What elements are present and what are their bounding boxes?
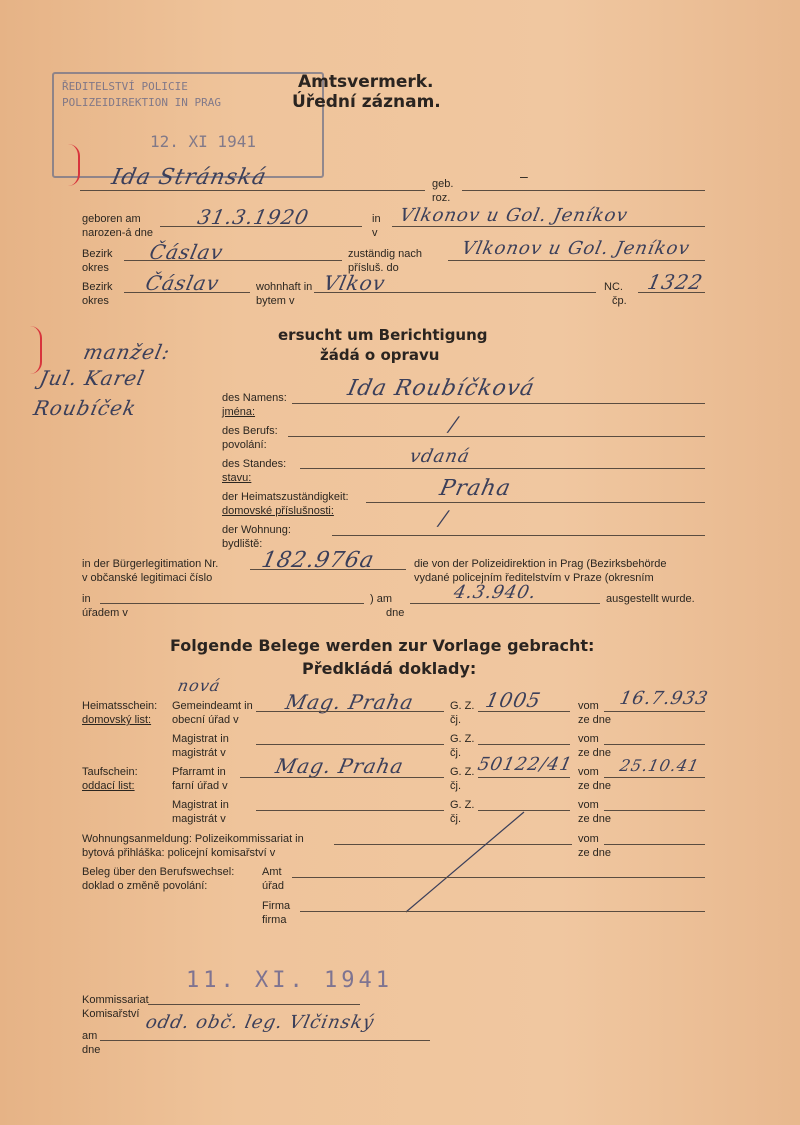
firma-label-de: Firma [262, 900, 291, 912]
cj-label-2: čj. [450, 747, 461, 759]
field-name-value: Ida Roubíčková [345, 376, 538, 401]
komisarstvi-label-cz: Komisařství [82, 1008, 140, 1020]
zustandig-line [448, 260, 705, 261]
heimat-row1-label-cz: obecní úřad v [172, 714, 239, 726]
title-czech: Úřední záznam. [292, 92, 441, 112]
red-bracket-mark-2 [14, 326, 42, 374]
heimat-row2-label-cz: magistrát v [172, 747, 226, 759]
bezirk2-label-de: Bezirk [82, 281, 113, 293]
field-heimat-label-de: der Heimatszuständigkeit: [222, 491, 349, 503]
wohnhaft-value: Vlkov [321, 271, 388, 295]
beruf-label-cz: doklad o změně povolání: [82, 880, 208, 892]
zedne-label-5: ze dne [578, 847, 612, 859]
stamp-line-1: ŘEDITELSTVÍ POLICIE [62, 80, 188, 93]
heimat-vom-line [604, 711, 705, 712]
amt-line [292, 877, 705, 878]
legit-label-de: in der Bürgerlegitimation Nr. [82, 558, 219, 570]
side-note-line-1: manžel: [81, 340, 173, 364]
nc-value: 1322 [645, 270, 706, 294]
heimat-gz-line [478, 711, 570, 712]
bezirk2-value: Čáslav [143, 271, 222, 295]
footer-am-label: am [82, 1030, 98, 1042]
zedne-label-1: ze dne [578, 714, 612, 726]
stamp-line-2: POLIZEIDIREKTION IN PRAG [62, 96, 221, 109]
heimat-row2-label-de: Magistrat in [172, 733, 229, 745]
request-title-cz: žádá o opravu [320, 346, 440, 364]
firma-label-cz: firma [262, 914, 287, 926]
field-wohnung-line [332, 535, 705, 536]
nc-label: NC. [604, 281, 623, 293]
zedne-label-3: ze dne [578, 780, 612, 792]
tauf-gz-line [478, 777, 570, 778]
birth-place-line [392, 226, 705, 227]
born-label-cz: narozen-á dne [82, 227, 153, 239]
heimat-place-line [256, 711, 444, 712]
tauf-label-cz: oddací list: [82, 780, 135, 792]
zustandig-value: Vlkonov u Gol. Jeníkov [459, 238, 692, 259]
nc-line [638, 292, 705, 293]
legit-date-value: 4.3.940. [451, 582, 539, 603]
vom-label-4: vom [578, 799, 599, 811]
bytem-label: bytem v [256, 295, 295, 307]
field-stand-label-cz: stavu: [222, 472, 252, 484]
field-stand-value: vdaná [407, 446, 472, 467]
cj-label-3: čj. [450, 780, 461, 792]
heimat-place-value: Mag. Praha [283, 690, 417, 714]
tauf-vom-line [604, 777, 705, 778]
kommissariat-line [148, 1004, 360, 1005]
birth-place-value: Vlkonov u Gol. Jeníkov [397, 205, 630, 226]
gz-label-1: G. Z. [450, 700, 475, 712]
bezirk-line [124, 260, 342, 261]
beruf-label-de: Beleg über den Berufswechsel: [82, 866, 235, 878]
zustandig-label: zuständig nach [348, 248, 422, 260]
born-label-de: geboren am [82, 213, 141, 225]
tauf-row2-label-de: Magistrat in [172, 799, 229, 811]
heimat-note-value: nová [175, 676, 223, 695]
legit-issuer-cz: vydané policejním ředitelstvím v Praze (okresním [414, 572, 654, 584]
field-beruf-label-de: des Berufs: [222, 425, 278, 437]
heimat-label-de: Heimatsschein: [82, 700, 158, 712]
legit-number-value: 182.976a [259, 548, 377, 573]
gz-label-4: G. Z. [450, 799, 475, 811]
field-wohnung-label-cz: bydliště: [222, 538, 263, 550]
signature: odd. obč. leg. Vlčinský [143, 1012, 377, 1033]
legit-in-label: in [82, 593, 91, 605]
date-stamp: 11. XI. 1941 [186, 968, 393, 993]
heimat-row2-place-line [256, 744, 444, 745]
kommissariat-label-de: Kommissariat [82, 994, 149, 1006]
legit-uradem-label: úřadem v [82, 607, 128, 619]
red-bracket-mark [56, 144, 80, 186]
tauf-row1-label-cz: farní úřad v [172, 780, 228, 792]
heimat-row1-label-de: Gemeindeamt in [172, 700, 253, 712]
wohnung-label-de: Wohnungsanmeldung: Polizeikommissariat in [82, 833, 304, 845]
tauf-vom-value: 25.10.41 [617, 756, 702, 775]
vom-label-1: vom [578, 700, 599, 712]
tauf-row2-label-cz: magistrát v [172, 813, 226, 825]
field-wohnung-value: / [437, 506, 451, 530]
tauf-row1-label-de: Pfarramt in [172, 766, 226, 778]
cj-label-1: čj. [450, 714, 461, 726]
wohnung-label-cz: bytová přihláška: policejní komisařství v [82, 847, 276, 859]
vom-label-5: vom [578, 833, 599, 845]
gz-label-3: G. Z. [450, 766, 475, 778]
field-name-label-de: des Namens: [222, 392, 287, 404]
wohnhaft-line [314, 292, 596, 293]
field-wohnung-label-de: der Wohnung: [222, 524, 291, 536]
heimat-row2-gz-line [478, 744, 570, 745]
side-note-line-3: Roubíček [31, 396, 139, 420]
field-name-line [292, 403, 705, 404]
amt-label-de: Amt [262, 866, 282, 878]
tauf-place-line [240, 777, 444, 778]
heimat-gz-value: 1005 [483, 688, 544, 712]
heimat-vom-value: 16.7.933 [617, 688, 711, 709]
tauf-gz-value: 50122/41 [475, 754, 575, 775]
name-value: Ida Stránská [109, 165, 270, 190]
docs-title-de: Folgende Belege werden zur Vorlage gebracht: [170, 636, 595, 655]
legit-dne-label: dne [386, 607, 405, 619]
legit-am-label: ) am [370, 593, 392, 605]
heimat-label-cz: domovský list: [82, 714, 152, 726]
prislus-label: přísluš. do [348, 262, 399, 274]
field-stand-line [300, 468, 705, 469]
cj-label-4: čj. [450, 813, 461, 825]
geb-label: geb. [432, 178, 454, 190]
footer-date-line [100, 1040, 430, 1041]
wohnhaft-label: wohnhaft in [256, 281, 313, 293]
zedne-label-2: ze dne [578, 747, 612, 759]
legit-date-line [410, 603, 600, 604]
zedne-label-4: ze dne [578, 813, 612, 825]
legit-label-cz: v občanské legitimaci číslo [82, 572, 213, 584]
v-label: v [372, 227, 378, 239]
geb-line [462, 190, 705, 191]
in-label: in [372, 213, 381, 225]
okres-label-cz: okres [82, 262, 109, 274]
legit-issuer-de: die von der Polizeidirektion in Prag (Bezirksbehörde [414, 558, 667, 570]
geb-value: – [520, 168, 528, 184]
birth-date-line [160, 226, 362, 227]
tauf-row2-vom-line [604, 810, 705, 811]
request-title-de: ersucht um Berichtigung [278, 326, 488, 344]
tauf-place-value: Mag. Praha [273, 754, 407, 778]
vom-label-3: vom [578, 766, 599, 778]
legit-in-line [100, 603, 364, 604]
amt-label-cz: úřad [262, 880, 285, 892]
gz-label-2: G. Z. [450, 733, 475, 745]
field-heimat-line [366, 502, 705, 503]
cp-label: čp. [612, 295, 627, 307]
roz-label: roz. [432, 192, 451, 204]
title-german: Amtsvermerk. [298, 72, 434, 92]
cancel-stroke [400, 808, 530, 918]
field-stand-label-de: des Standes: [222, 458, 287, 470]
vom-label-2: vom [578, 733, 599, 745]
okres2-label-cz: okres [82, 295, 109, 307]
legit-number-line [250, 569, 406, 570]
heimat-row2-vom-line [604, 744, 705, 745]
stamp-date: 12. XI 1941 [150, 132, 256, 151]
name-line [80, 190, 425, 191]
tauf-label-de: Taufschein: [82, 766, 138, 778]
side-note-line-2: Jul. Karel [37, 366, 148, 390]
footer-dne-label: dne [82, 1044, 101, 1056]
field-heimat-value: Praha [437, 476, 514, 501]
bezirk2-line [124, 292, 250, 293]
field-beruf-value: / [447, 412, 461, 436]
wohnung-vom-line [604, 844, 705, 845]
field-beruf-line [288, 436, 705, 437]
firma-line [300, 911, 705, 912]
field-beruf-label-cz: povolání: [222, 439, 267, 451]
field-name-label-cz: jména: [222, 406, 256, 418]
birth-date-value: 31.3.1920 [195, 205, 312, 229]
bezirk-label-de: Bezirk [82, 248, 113, 260]
legit-issued-label: ausgestellt wurde. [606, 593, 695, 605]
docs-title-cz: Předkládá doklady: [302, 659, 477, 678]
field-heimat-label-cz: domovské příslušnosti: [222, 505, 334, 517]
bezirk-value: Čáslav [147, 240, 226, 264]
